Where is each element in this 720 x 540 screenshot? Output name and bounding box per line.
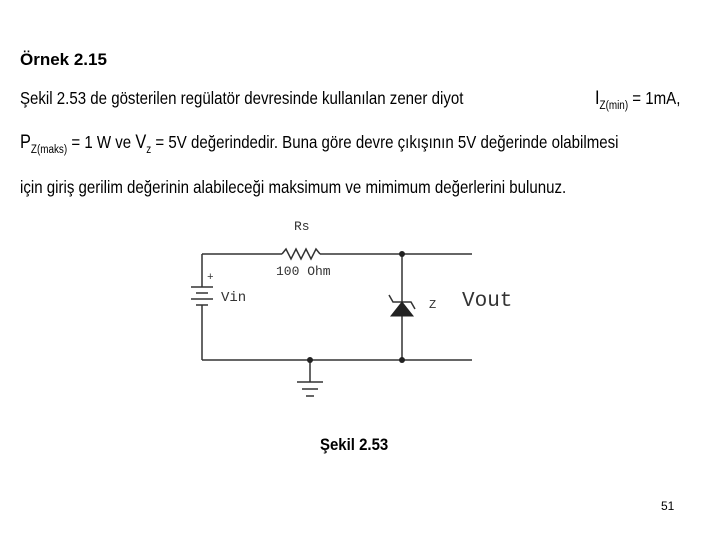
- vz-symbol: V: [135, 132, 147, 153]
- pz-symbol: P: [20, 132, 31, 153]
- junction-dot-ground: [307, 357, 313, 363]
- junction-dot-bottom-right: [399, 357, 405, 363]
- figure-caption: Şekil 2.53: [320, 435, 389, 454]
- problem-line-1-text: Şekil 2.53 de gösterilen regülatör devresinde kullanılan zener diyot: [20, 88, 464, 108]
- output-label: Vout: [462, 290, 513, 313]
- battery-vin: [191, 287, 213, 305]
- pz-subscript: Z(maks): [30, 144, 68, 156]
- resistor-rs: [282, 249, 320, 259]
- resistor-value-label: 100 Ohm: [276, 264, 331, 279]
- junction-dot-top: [399, 251, 405, 257]
- zener-label: Z: [429, 298, 437, 312]
- battery-plus-sign: +: [207, 272, 214, 284]
- zener-diode-triangle: [391, 302, 413, 316]
- problem-line-3: için giriş gerilim değerinin alabileceği maksimum ve mimimum değerlerini bulunuz.: [20, 177, 567, 197]
- vz-subscript: z: [146, 144, 152, 156]
- iz-subscript: Z(min): [599, 100, 629, 112]
- resistor-name-label: Rs: [294, 219, 310, 234]
- iz-symbol: I: [595, 88, 600, 109]
- iz-value: = 1mA,: [632, 88, 681, 108]
- problem-line-2-text: = 5V değerindedir. Buna göre devre çıkışının 5V değerinde olabilmesi: [155, 132, 619, 152]
- source-label: Vin: [221, 290, 247, 306]
- ground-symbol: [297, 360, 323, 396]
- page-number: 51: [661, 499, 675, 513]
- pz-value: = 1 W ve: [71, 132, 132, 152]
- example-title: Örnek 2.15: [20, 50, 107, 69]
